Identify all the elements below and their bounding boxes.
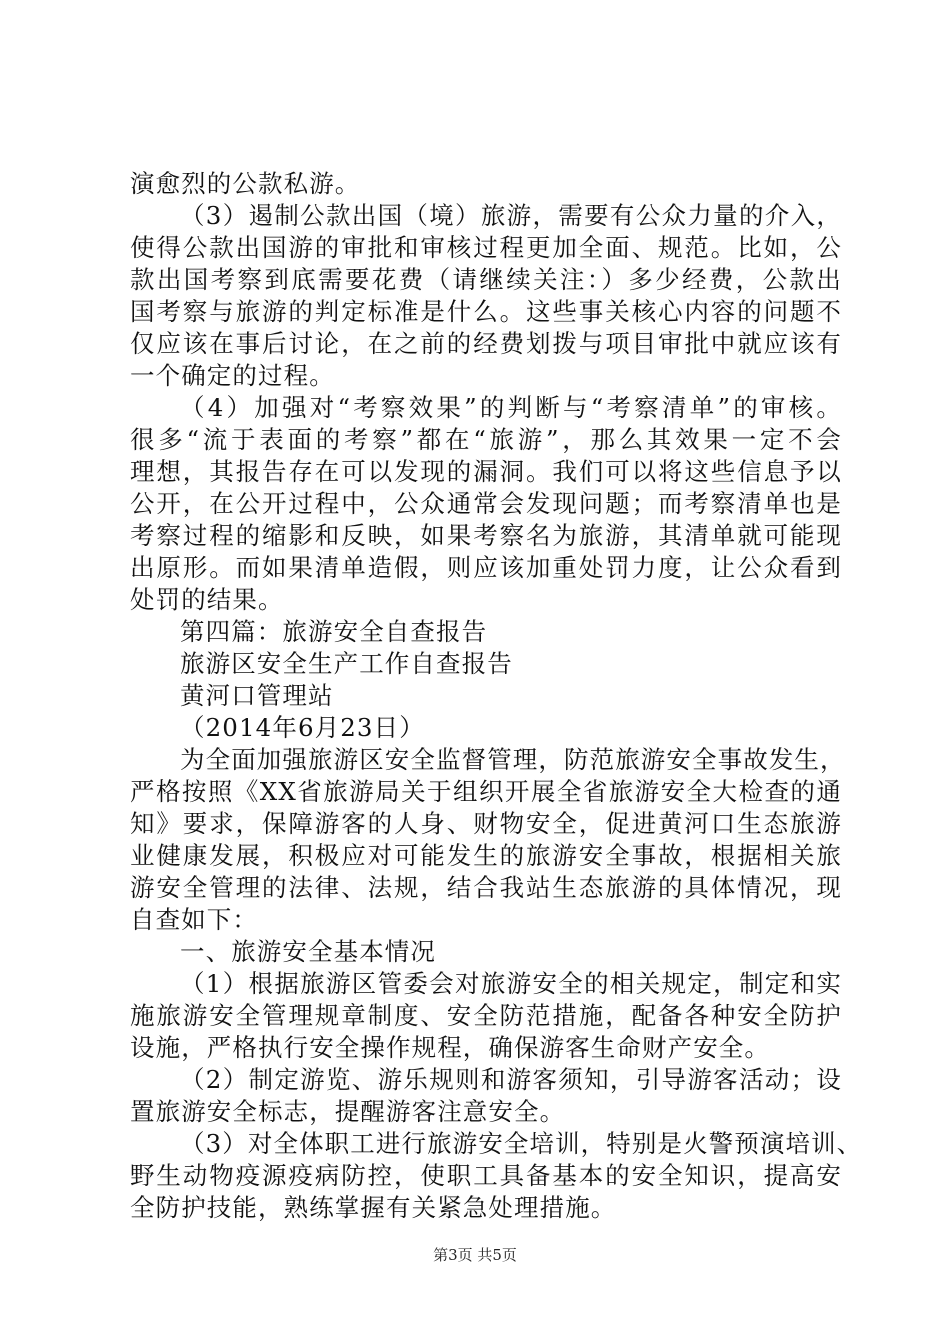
text-line: 理想，其报告存在可以发现的漏洞。我们可以将这些信息予以 bbox=[130, 457, 842, 486]
text-line: 款出国考察到底需要花费（请继续关注：）多少经费，公款出 bbox=[130, 265, 842, 294]
text-line: 公开，在公开过程中，公众通常会发现问题；而考察清单也是 bbox=[130, 489, 842, 518]
text-line: 严格按照《XX省旅游局关于组织开展全省旅游安全大检查的通 bbox=[130, 777, 842, 806]
report-date: （2014年6月23日） bbox=[180, 713, 425, 742]
subsection-heading: 一、旅游安全基本情况 bbox=[180, 937, 436, 966]
text-line: 仅应该在事后讨论，在之前的经费划拨与项目审批中就应该有 bbox=[130, 329, 842, 358]
page-footer: 第3页 共5页 bbox=[433, 1246, 517, 1264]
report-author: 黄河口管理站 bbox=[180, 681, 334, 710]
text-line: 游安全管理的法律、法规，结合我站生态旅游的具体情况，现 bbox=[130, 873, 842, 902]
text-line: 出原形。而如果清单造假，则应该加重处罚力度，让公众看到 bbox=[130, 553, 842, 582]
text-line: 野生动物疫源疫病防控，使职工具备基本的安全知识，提高安 bbox=[130, 1161, 842, 1190]
text-line: 一个确定的过程。 bbox=[130, 361, 335, 390]
text-line: 国考察与旅游的判定标准是什么。这些事关核心内容的问题不 bbox=[130, 297, 842, 326]
text-line: 使得公款出国游的审批和审核过程更加全面、规范。比如，公 bbox=[130, 233, 842, 262]
text-line: 演愈烈的公款私游。 bbox=[130, 169, 361, 198]
text-line: 考察过程的缩影和反映，如果考察名为旅游，其清单就可能现 bbox=[130, 521, 842, 550]
section-heading: 第四篇：旅游安全自查报告 bbox=[180, 617, 488, 646]
text-line: 知》要求，保障游客的人身、财物安全，促进黄河口生态旅游 bbox=[130, 809, 842, 838]
text-line: 业健康发展，积极应对可能发生的旅游安全事故，根据相关旅 bbox=[130, 841, 842, 870]
document-body bbox=[130, 168, 863, 1224]
report-title: 旅游区安全生产工作自查报告 bbox=[180, 649, 513, 678]
text-line: 处罚的结果。 bbox=[130, 585, 284, 614]
text-line: 施旅游安全管理规章制度、安全防范措施，配备各种安全防护 bbox=[130, 1001, 842, 1030]
text-line: 很多“流于表面的考察”都在“旅游”，那么其效果一定不会 bbox=[130, 425, 842, 454]
text-line: 设施，严格执行安全操作规程，确保游客生命财产安全。 bbox=[130, 1033, 770, 1062]
text-line: （2）制定游览、游乐规则和游客须知，引导游客活动；设 bbox=[180, 1065, 842, 1094]
text-line: （3）遏制公款出国（境）旅游，需要有公众力量的介入， bbox=[180, 201, 842, 230]
text-line: 自查如下： bbox=[130, 905, 258, 934]
text-line: （1）根据旅游区管委会对旅游安全的相关规定，制定和实 bbox=[180, 969, 842, 998]
text-line: 为全面加强旅游区安全监督管理，防范旅游安全事故发生， bbox=[180, 745, 846, 774]
text-line: 置旅游安全标志，提醒游客注意安全。 bbox=[130, 1097, 566, 1126]
text-line: （3）对全体职工进行旅游安全培训，特别是火警预演培训、 bbox=[180, 1129, 863, 1158]
text-line: 全防护技能，熟练掌握有关紧急处理措施。 bbox=[130, 1193, 617, 1222]
text-line: （4）加强对“考察效果”的判断与“考察清单”的审核。 bbox=[180, 393, 842, 422]
